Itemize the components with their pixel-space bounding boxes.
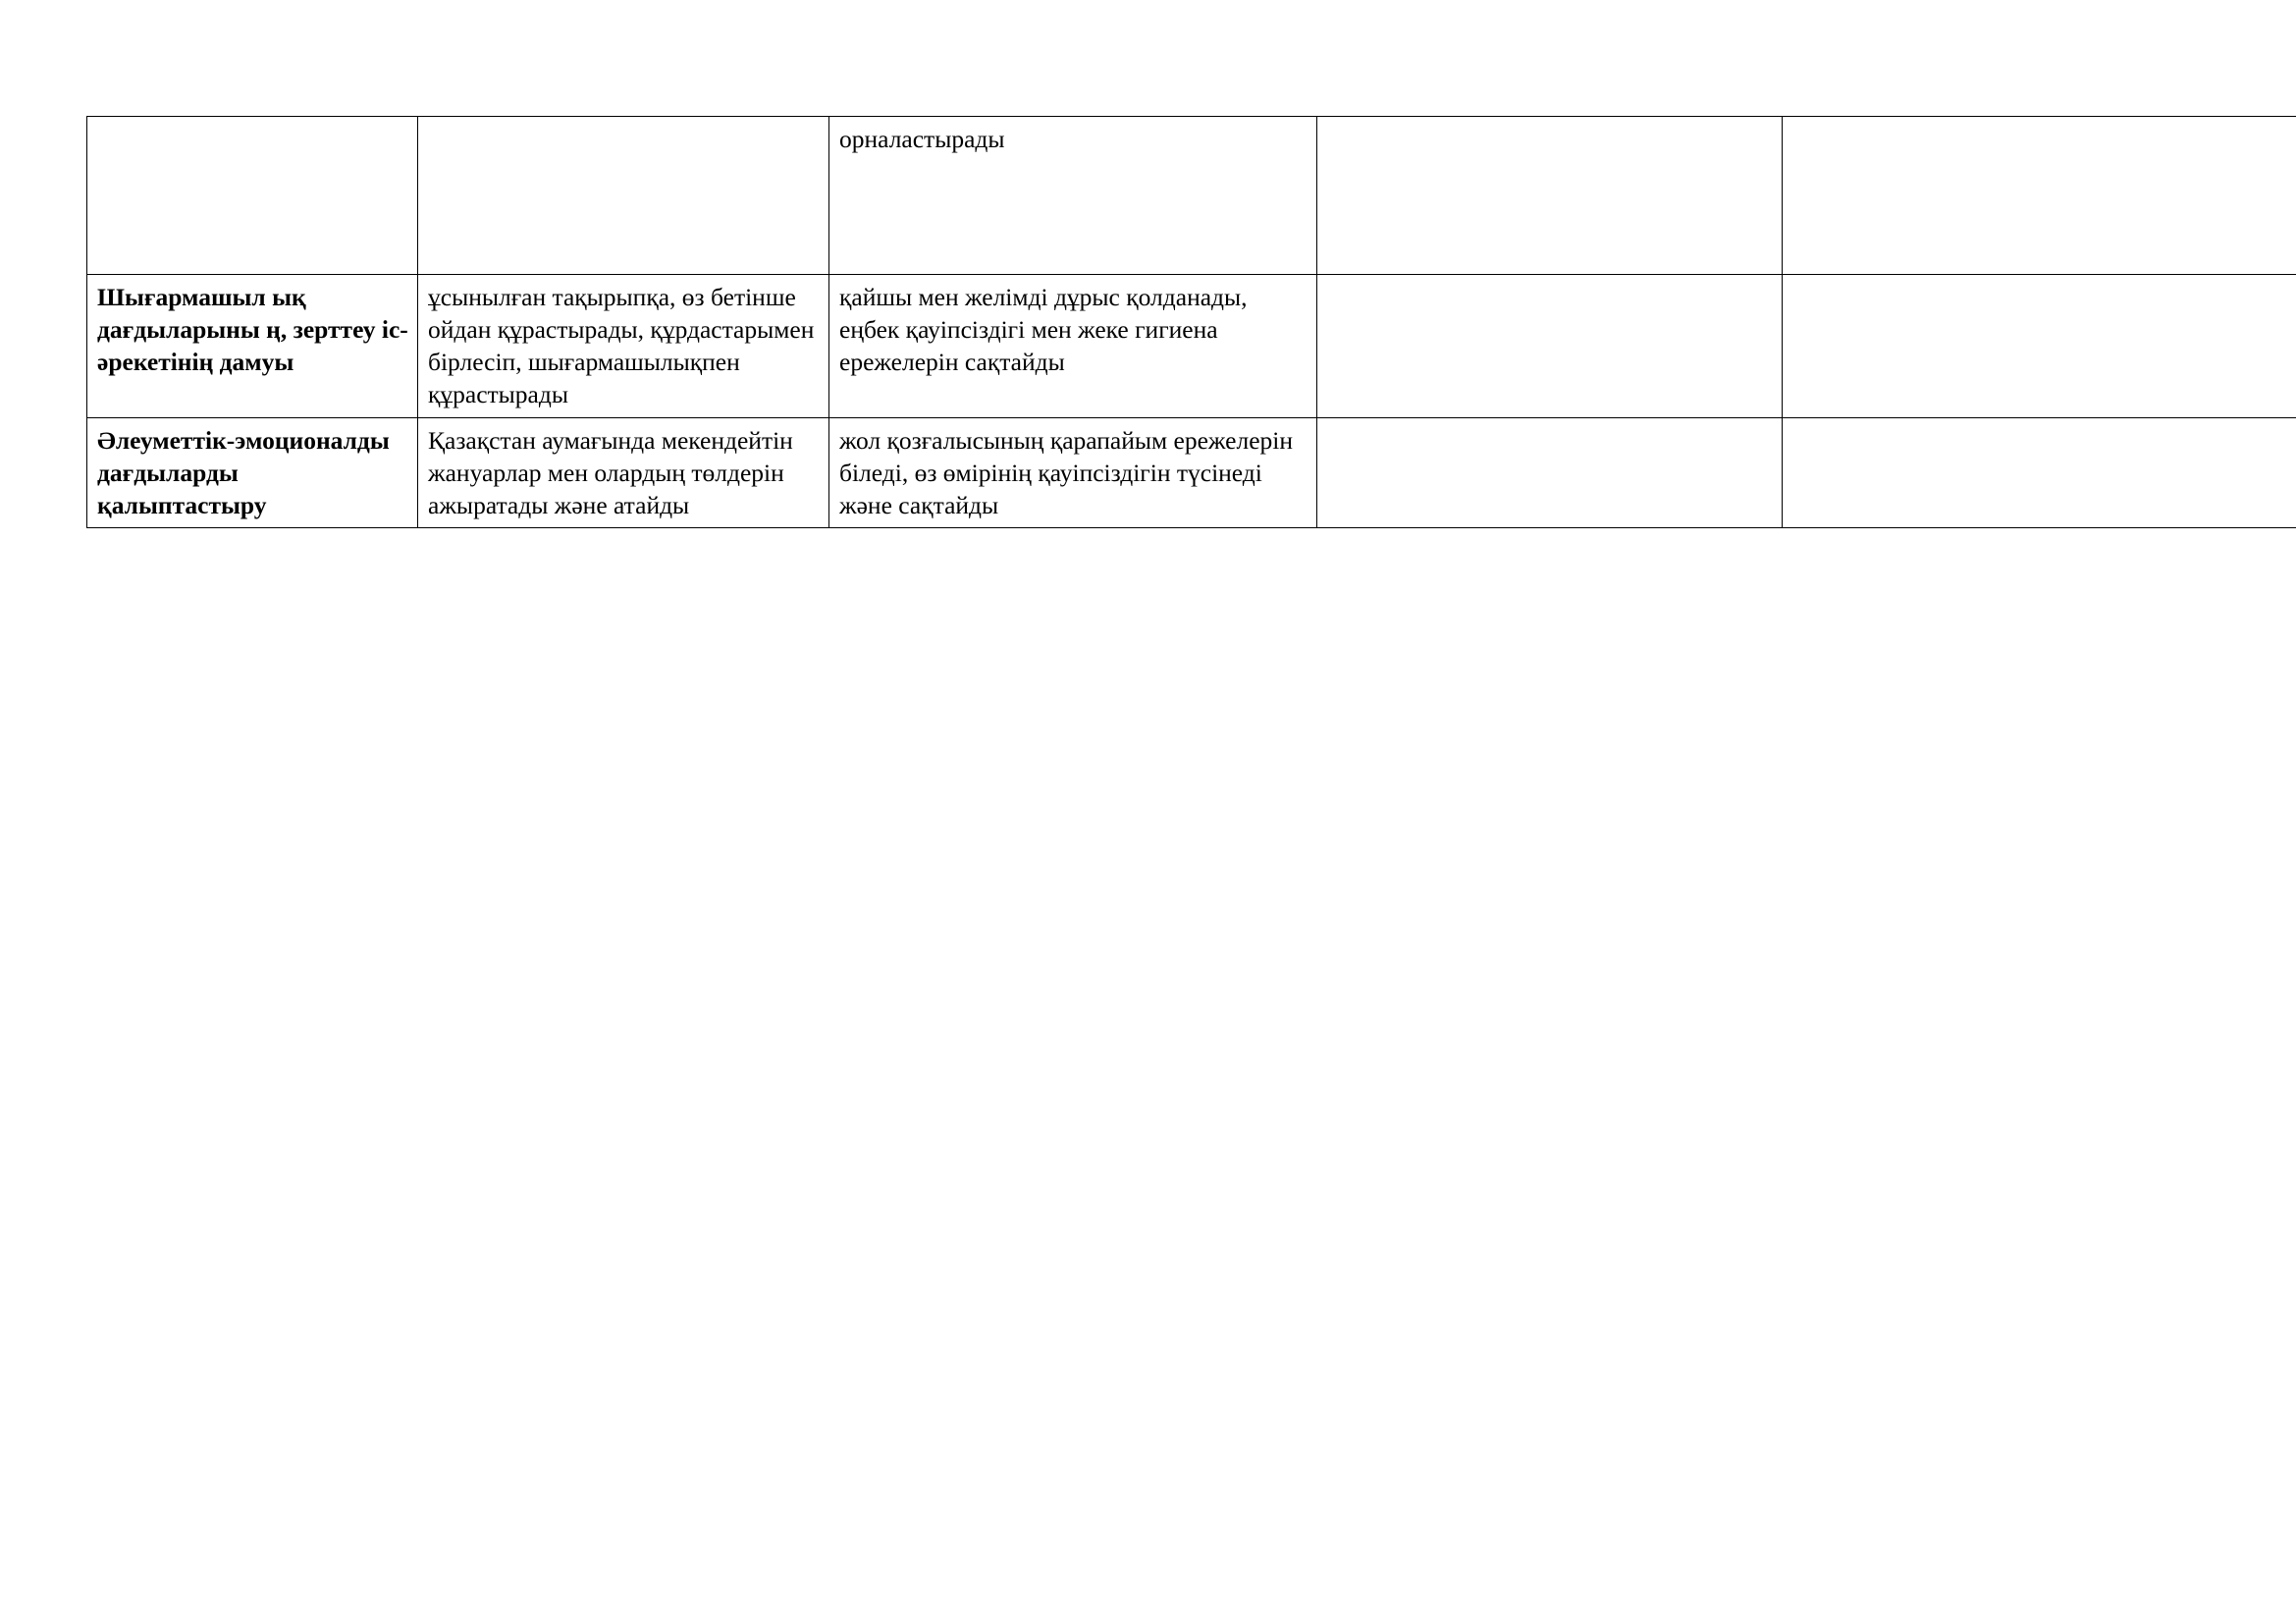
table-cell-activity: [418, 417, 829, 527]
cell-text: орналастырады: [839, 125, 1005, 153]
cell-text: қайшы мен желімді дұрыс қолданады, еңбек қауіпсіздігі мен жеке гигиена ережелерін сақтайды: [839, 283, 1248, 377]
cell-text: жол қозғалысының қарапайым ережелерін біледі, өз өмірінің қауіпсіздігін түсінеді және сақтайды: [839, 425, 1294, 519]
table-row: [87, 275, 2296, 418]
table-row: [87, 417, 2296, 527]
table-cell-skill-area: [87, 275, 418, 418]
cell-text: Шығармашыл ық дағдыларыны ң, зерттеу іс-әрекетінің дамуы: [97, 283, 408, 377]
table-cell-notes: [1317, 275, 1783, 418]
table-cell-notes: [1317, 417, 1783, 527]
table-cell-activity: [418, 275, 829, 418]
table-row: [87, 117, 2296, 275]
cell-text: ұсынылған тақырыпқа, өз бетінше ойдан құрастырады, құрдастарымен бірлесіп, шығармашылықпен құрастырады: [428, 283, 815, 409]
table-cell-extra: [1783, 117, 2296, 275]
table-cell-extra: [1783, 275, 2296, 418]
cell-text: Әлеуметтік-эмоционалды дағдыларды қалыптастыру: [97, 425, 390, 519]
learning-outcomes-table: [86, 116, 2296, 528]
table-cell-notes: [1317, 117, 1783, 275]
table-cell-activity: [418, 117, 829, 275]
table-cell-outcome: [829, 417, 1317, 527]
table-cell-outcome: [829, 275, 1317, 418]
table-cell-skill-area: [87, 417, 418, 527]
table-cell-outcome: [829, 117, 1317, 275]
table-cell-skill-area: [87, 117, 418, 275]
table-cell-extra: [1783, 417, 2296, 527]
table-body: [87, 117, 2296, 528]
cell-text: Қазақстан аумағында мекендейтін жануарлар мен олардың төлдерін ажыратады және атайды: [428, 425, 793, 519]
